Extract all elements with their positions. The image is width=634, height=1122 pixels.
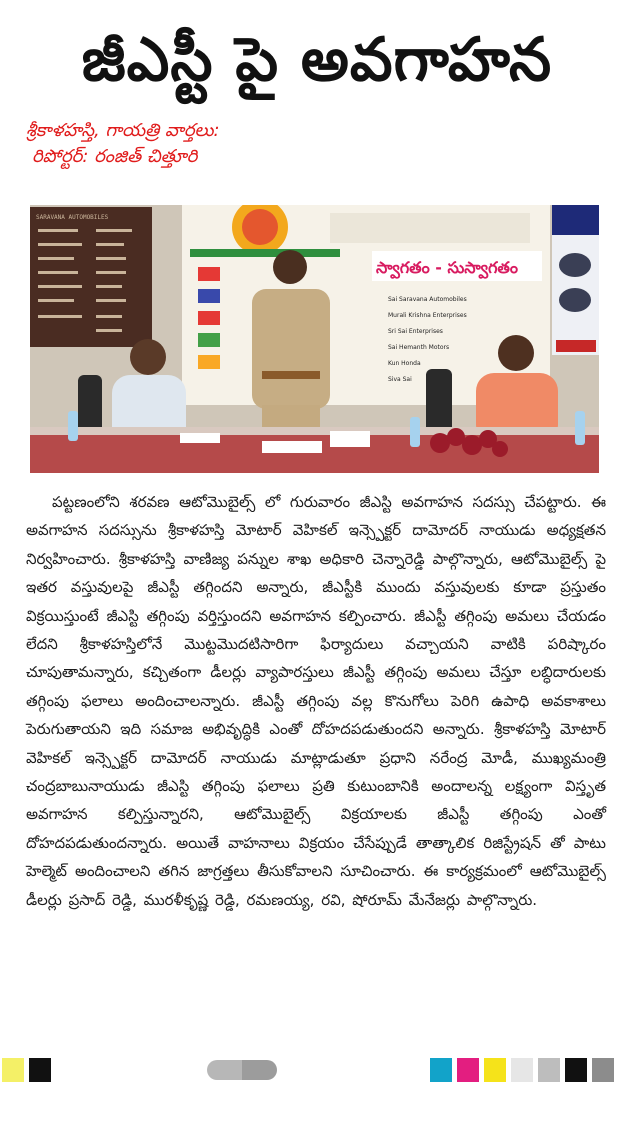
article-body xyxy=(26,488,606,914)
news-photo xyxy=(30,205,599,473)
banner-heading: స్వాగతం - సుస్వాగతం xyxy=(376,258,518,277)
dealer-name: Murali Krishna Enterprises xyxy=(388,312,467,319)
byline xyxy=(26,118,220,170)
print-registration-marks-right xyxy=(430,1058,619,1082)
print-registration-pill xyxy=(207,1060,277,1080)
color-swatch xyxy=(511,1058,533,1082)
color-swatch xyxy=(2,1058,24,1082)
dealer-name: Siva Sai xyxy=(388,376,412,383)
headline: జీఎస్టీ పై అవగాహన xyxy=(81,25,553,95)
price-board xyxy=(30,207,152,347)
color-swatch xyxy=(565,1058,587,1082)
dealer-name: Sai Hemanth Motors xyxy=(388,344,450,351)
dealer-name: Sri Sai Enterprises xyxy=(388,328,443,335)
color-swatch xyxy=(484,1058,506,1082)
color-swatch xyxy=(430,1058,452,1082)
color-swatch xyxy=(538,1058,560,1082)
color-swatch xyxy=(29,1058,51,1082)
color-swatch xyxy=(592,1058,614,1082)
dealer-name: Sai Saravana Automobiles xyxy=(388,296,467,303)
byline-dateline: శ్రీకాళహస్తి, గాయత్రి వార్తలు: xyxy=(26,120,220,141)
color-swatch xyxy=(457,1058,479,1082)
byline-reporter: రిపోర్టర్: రంజిత్ చిత్తూరి xyxy=(32,146,198,167)
print-registration-marks-left xyxy=(2,1058,56,1082)
article-paragraph: పట్టణంలోని శరవణ ఆటోమొబైల్స్ లో గురువారం జీఎస్టి అవగాహన సదస్సు చేపట్టారు. ఈ అవగాహన సదస్సును శ్రీకాళహస్తి మోటార్ వెహికల్ ఇన్స్పెక్టర్ దామోదర్ నాయుడు అధ్యక్షతన నిర్వహించారు. శ్రీకాళహస్తి వాణిజ్య పన్నుల శాఖ అధికారి చెన్నారెడ్డి పాల్గొన్నారు, ఆటోమొబైల్స్ పై ఇతర వస్తువులపై జీఎస్టీ తగ్గిందని అన్నారు, జీఎస్టీకి ముందు వస్తువులకు కూడా ప్రస్తుతం విక్రయిస్తుంటే జీఎస్టి తగ్గింపు వర్తిస్తుందని అవగాహన కల్పించారు. జీఎస్టీ తగ్గింపు అమలు చేయడం లేదని శ్రీకాళహస్తిలోనే మొట్టమొదటిసారిగా ఫిర్యాదులు వచ్చాయని వాటికి పరిష్కారం చూపుతామన్నారు, కచ్చితంగా డీలర్లు వ్యాపారస్తులు జీఎస్టీ తగ్గింపు అమలు చేస్తూ లబ్ధిదారులకు తగ్గింపు ఫలాలు అందించాలన్నారు. జీఎస్టీ తగ్గింపు వల్ల కొనుగోలు పెరిగి ఉపాధి అవకాశాలు పెరుగుతాయని ఇది సమాజ అభివృద్ధికి ఎంతో దోహదపడుతుందని అన్నారు. శ్రీకాళహస్తి మోటార్ వెహికల్ ఇన్స్పెక్టర్ దామోదర్ నాయుడు మాట్లాడుతూ ప్రధాని నరేంద్ర మోడీ, ముఖ్యమంత్రి చంద్రబాబునాయుడు జీఎస్టి తగ్గింపు ఫలాలు ప్రతి కుటుంబానికి అందాలన్న లక్ష్యంగా విస్తృత అవగాహన కల్పిస్తున్నారని, ఆటోమొబైల్స్ విక్రయాలకు జీఎస్టీ తగ్గింపు ఎంతో దోహదపడుతుందన్నారు. అయితే వాహనాలు విక్రయం చేసేప్పుడే తాత్కాలిక రిజిస్ట్రేషన్ తో పాటు హెల్మెట్ అందించాలని తగిన జాగ్రత్తలు తీసుకోవాలని సూచించారు. ఈ కార్యక్రమంలో ఆటోమొబైల్స్ డీలర్లు ప్రసాద్ రెడ్డి, మురళీకృష్ణ రెడ్డి, రమణయ్య, రవి, షోరూమ్ మేనేజర్లు పాల్గొన్నారు. xyxy=(26,493,606,909)
dealer-name: Kun Honda xyxy=(388,360,421,367)
svg-text:SARAVANA AUTOMOBILES: SARAVANA AUTOMOBILES xyxy=(36,214,109,221)
